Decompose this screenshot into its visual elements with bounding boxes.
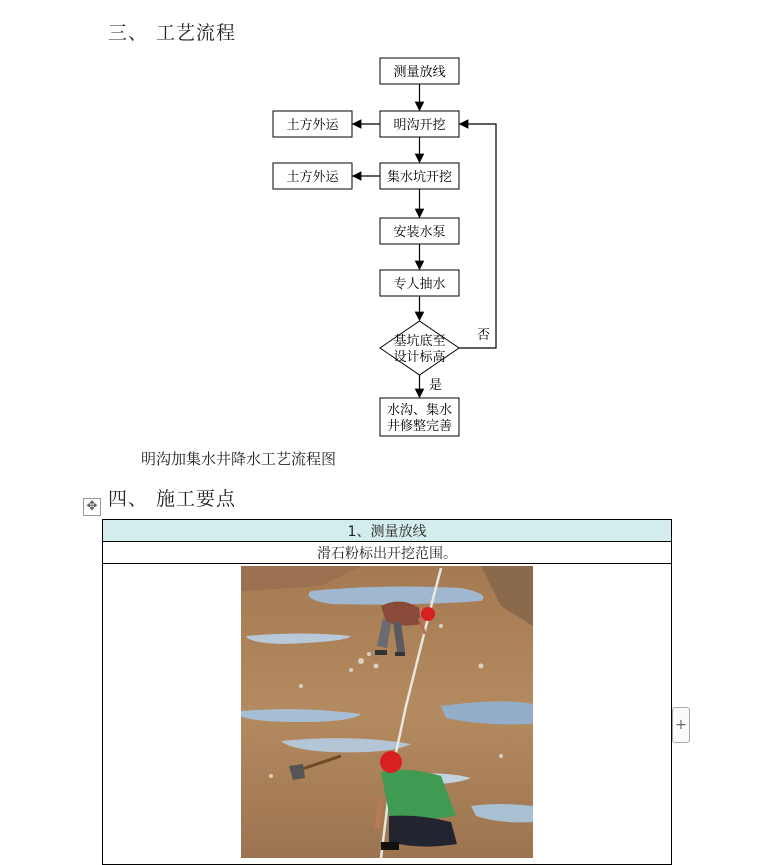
section-3-number: 三、 (108, 22, 149, 44)
node-ditch (380, 111, 459, 137)
node-drain-label: 专人抽水 (393, 277, 446, 292)
edge-yes-label: 是 (429, 378, 443, 393)
table-header-cell: 1、测量放线 (103, 520, 672, 542)
node-pump (380, 218, 459, 244)
section-4-title: 施工要点 (156, 488, 237, 510)
node-haul-1 (273, 111, 352, 137)
table-photo-cell (103, 564, 672, 865)
table-description-cell: 滑石粉标出开挖范围。 (103, 542, 672, 564)
section-4-heading (108, 484, 236, 511)
decision-label-line-2: 设计标高 (393, 350, 446, 365)
section-3-title: 工艺流程 (156, 22, 237, 44)
node-ditch-label: 明沟开挖 (393, 118, 446, 133)
decision-label-line-1: 基坑底至 (393, 334, 446, 349)
edge-no-label: 否 (477, 328, 491, 343)
node-haul-2 (273, 163, 352, 189)
finish-label-line-2: 井修整完善 (386, 419, 453, 434)
node-survey (380, 58, 459, 84)
finish-label-line-1: 水沟、集水 (386, 403, 453, 418)
node-decision (380, 321, 459, 375)
node-sump-label: 集水坑开挖 (386, 170, 453, 185)
move-icon[interactable]: ✥ (83, 498, 101, 516)
node-finish (380, 398, 459, 436)
node-sump (380, 163, 459, 189)
node-pump-label: 安装水泵 (393, 225, 446, 240)
node-haul-1-label: 土方外运 (286, 118, 339, 133)
node-haul-2-label: 土方外运 (286, 170, 339, 185)
construction-points-table (102, 519, 672, 865)
flowchart-caption: 明沟加集水井降水工艺流程图 (141, 450, 337, 468)
section-4-number: 四、 (108, 488, 149, 510)
node-survey-label: 测量放线 (393, 65, 446, 80)
site-survey-photo (241, 566, 533, 858)
add-row-button[interactable]: + (672, 707, 690, 743)
node-drain (380, 270, 459, 296)
